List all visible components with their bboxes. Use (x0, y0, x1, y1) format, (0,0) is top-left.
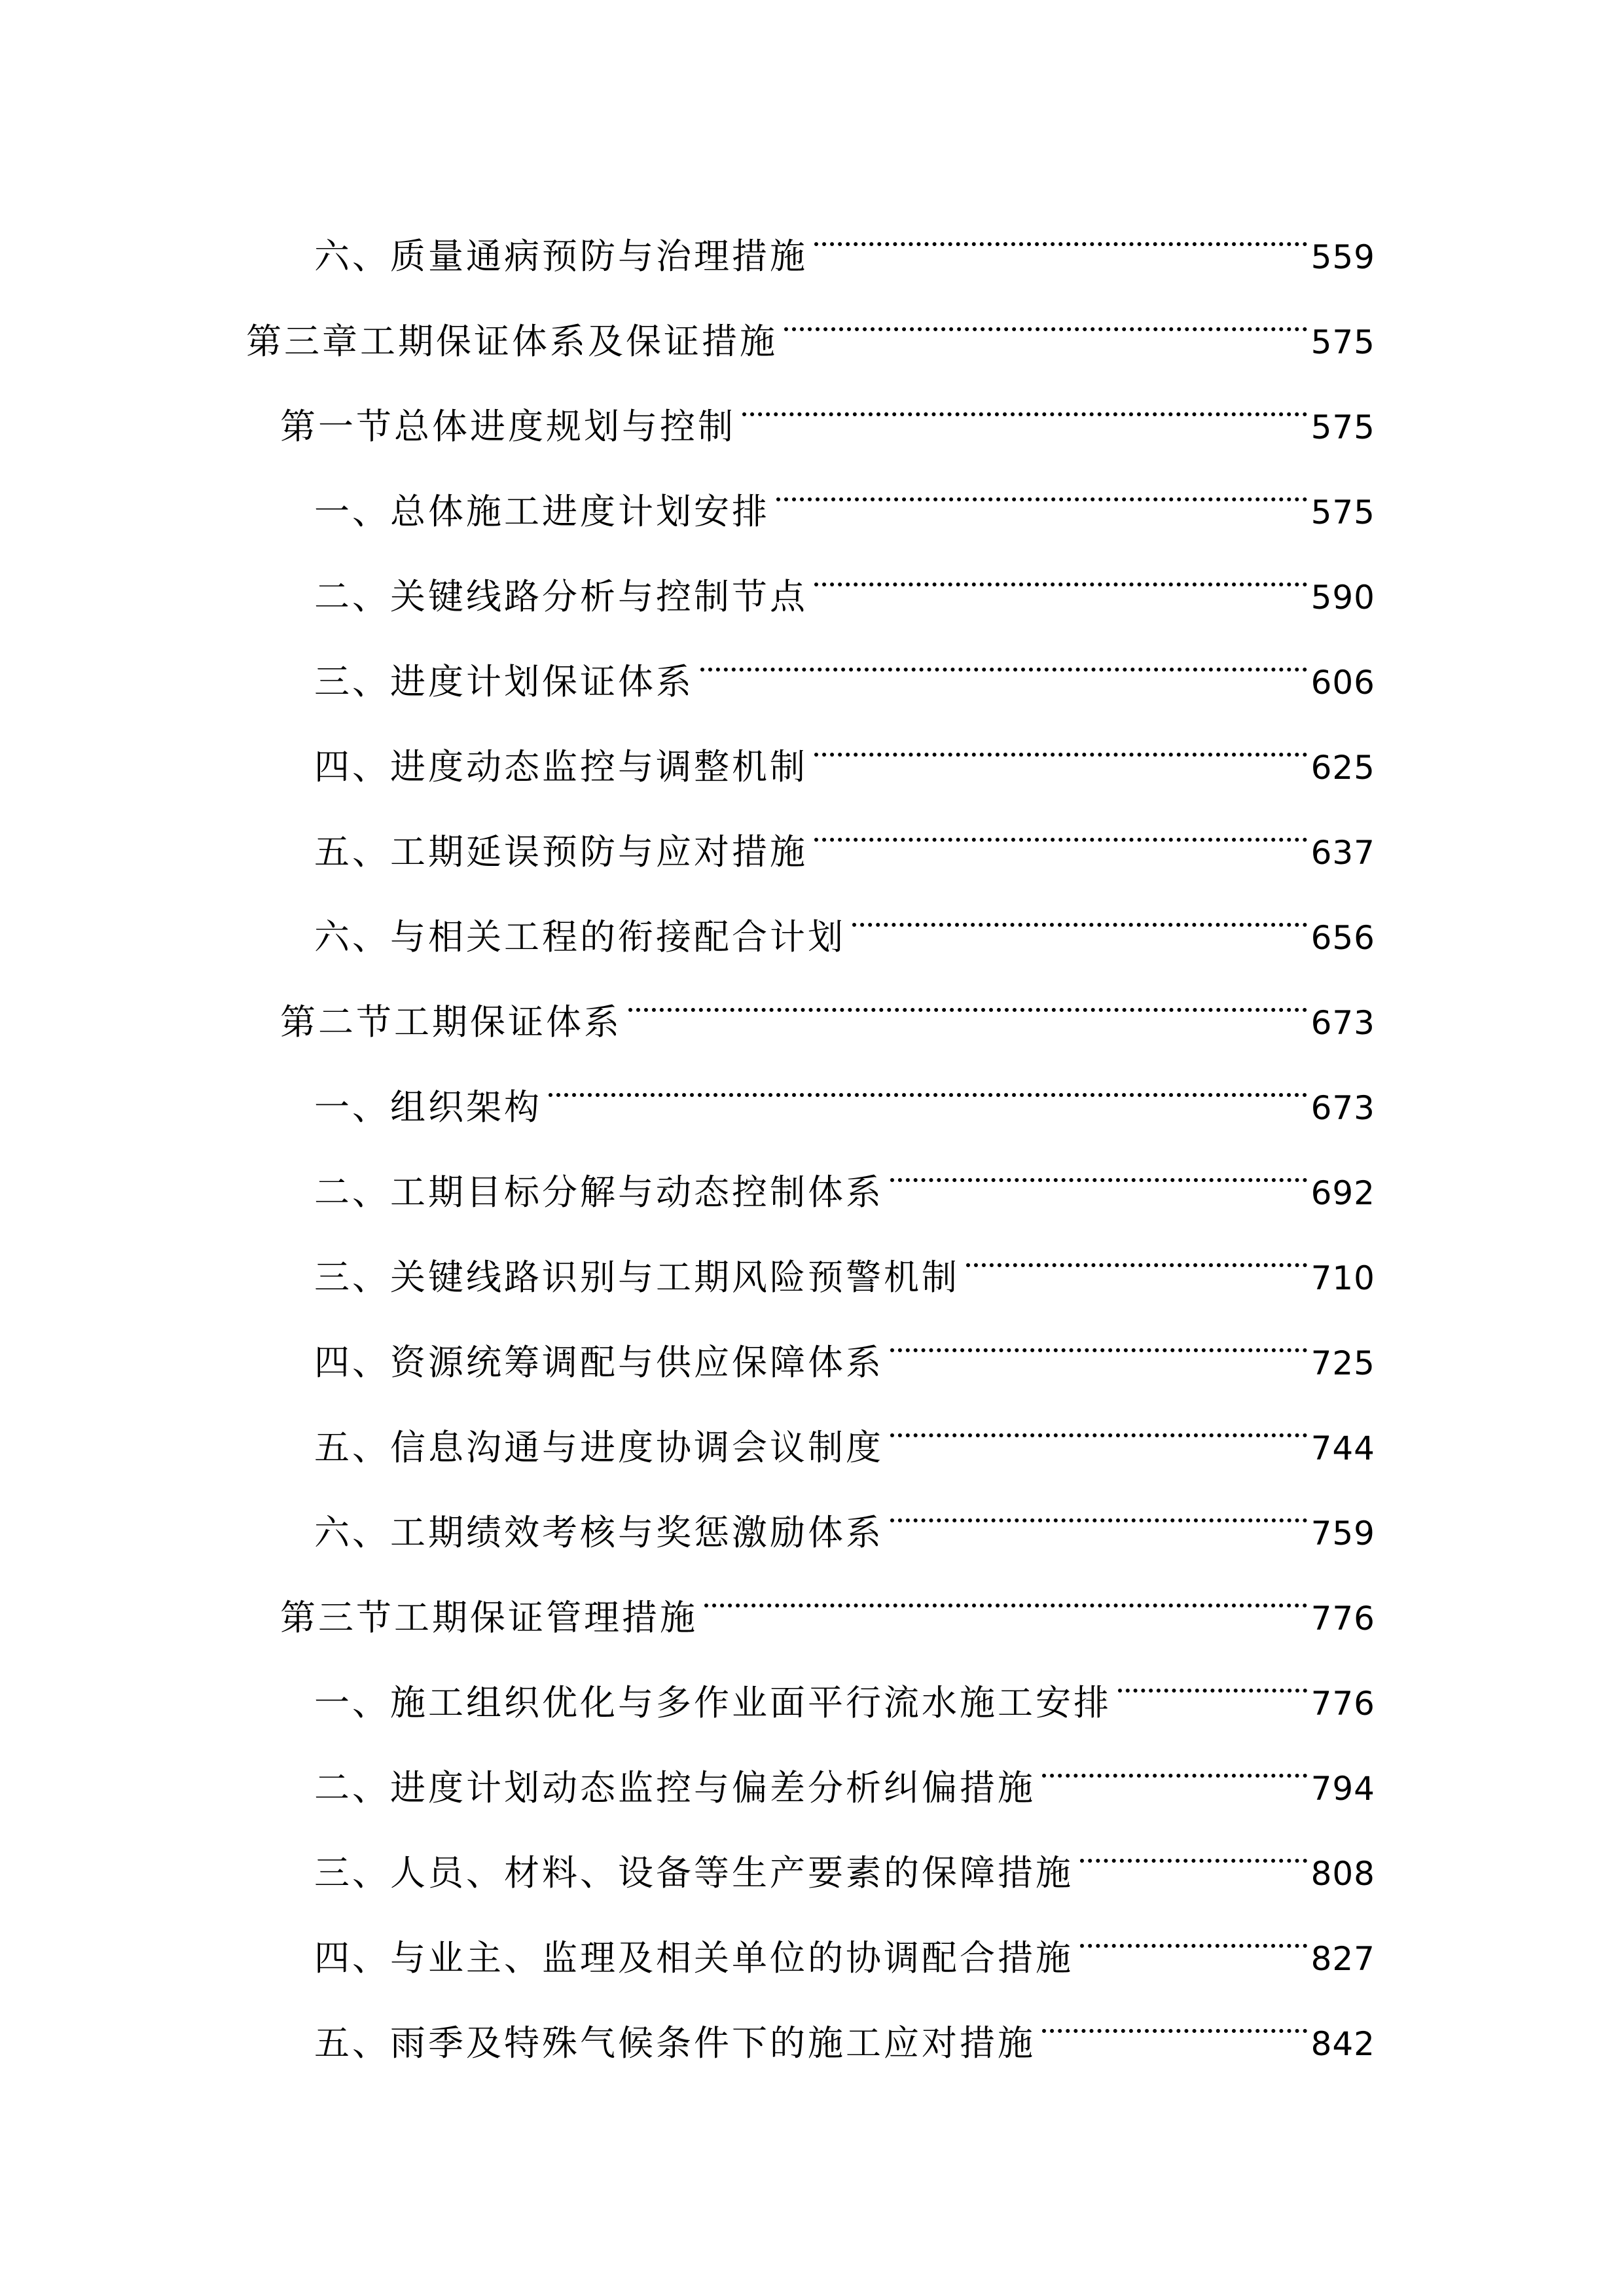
toc-entry-title: 三、关键线路识别与工期风险预警机制 (314, 1257, 960, 1298)
toc-dot-leader (814, 792, 1307, 864)
toc-entry-title: 二、工期目标分解与动态控制体系 (314, 1172, 884, 1213)
toc-entry-title: 第一节总体进度规划与控制 (280, 406, 736, 447)
toc-dot-leader (814, 196, 1307, 268)
toc-entry[interactable] (314, 1813, 1375, 1893)
toc-entry[interactable] (314, 622, 1375, 702)
toc-entry[interactable] (314, 1388, 1375, 1468)
toc-entry-page: 656 (1310, 919, 1375, 957)
toc-dot-leader (628, 962, 1307, 1034)
toc-entry-title: 第三章工期保证体系及保证措施 (246, 321, 778, 362)
toc-entry-page: 759 (1310, 1515, 1375, 1552)
toc-entry-page: 725 (1310, 1344, 1375, 1382)
toc-dot-leader (890, 1302, 1307, 1374)
toc-entry-page: 559 (1310, 238, 1375, 276)
toc-dot-leader (890, 1388, 1307, 1460)
toc-entry-title: 五、信息沟通与进度协调会议制度 (314, 1427, 884, 1468)
toc-entry-page: 575 (1310, 493, 1375, 531)
toc-dot-leader (784, 281, 1307, 353)
toc-entry-title: 第二节工期保证体系 (280, 1001, 622, 1043)
toc-entry[interactable] (314, 792, 1375, 872)
toc-entry-title: 第三节工期保证管理措施 (280, 1597, 698, 1638)
toc-entry-title: 六、工期绩效考核与奖惩激励体系 (314, 1512, 884, 1553)
toc-entry-page: 673 (1310, 1004, 1375, 1042)
toc-dot-leader (814, 537, 1307, 609)
toc-entry-title: 二、进度计划动态监控与偏差分析纠偏措施 (314, 1767, 1036, 1808)
toc-entry-page: 692 (1310, 1174, 1375, 1212)
toc-entry-page: 744 (1310, 1429, 1375, 1467)
toc-dot-leader (890, 1473, 1307, 1545)
toc-dot-leader (1042, 1983, 1307, 2055)
toc-dot-leader (742, 367, 1307, 439)
toc-entry-title: 四、进度动态监控与调整机制 (314, 746, 808, 787)
toc-entry[interactable] (280, 962, 1375, 1043)
toc-entry-page: 827 (1310, 1940, 1375, 1978)
toc-entry[interactable] (314, 196, 1375, 277)
toc-entry[interactable] (314, 1983, 1375, 2064)
toc-entry-title: 三、人员、材料、设备等生产要素的保障措施 (314, 1852, 1074, 1893)
toc-dot-leader (700, 622, 1307, 694)
toc-entry[interactable] (314, 1047, 1375, 1128)
toc-dot-leader (852, 877, 1307, 949)
toc-entry[interactable] (314, 1132, 1375, 1213)
toc-entry-page: 575 (1310, 408, 1375, 446)
toc-entry[interactable] (314, 1302, 1375, 1383)
toc-dot-leader (776, 452, 1307, 524)
toc-entry[interactable] (314, 707, 1375, 787)
toc-entry-page: 606 (1310, 664, 1375, 702)
toc-entry-page: 637 (1310, 834, 1375, 872)
toc-entry[interactable] (314, 537, 1375, 617)
toc-entry[interactable] (280, 1558, 1375, 1638)
toc-dot-leader (549, 1047, 1307, 1119)
toc-entry[interactable] (314, 1643, 1375, 1723)
toc-entry-title: 五、工期延误预防与应对措施 (314, 831, 808, 872)
toc-dot-leader (814, 707, 1307, 779)
toc-entry-page: 710 (1310, 1259, 1375, 1297)
toc-entry-title: 三、进度计划保证体系 (314, 661, 694, 702)
toc-dot-leader (890, 1132, 1307, 1204)
toc-entry-title: 四、资源统筹调配与供应保障体系 (314, 1342, 884, 1383)
toc-entry[interactable] (314, 1898, 1375, 1979)
toc-entry-page: 625 (1310, 749, 1375, 787)
toc-dot-leader (1042, 1728, 1307, 1800)
toc-entry-title: 一、施工组织优化与多作业面平行流水施工安排 (314, 1682, 1111, 1723)
toc-entry[interactable] (314, 1473, 1375, 1553)
toc-dot-leader (704, 1558, 1307, 1630)
toc-entry[interactable] (246, 281, 1375, 362)
toc-dot-leader (1080, 1898, 1307, 1970)
toc-entry-page: 590 (1310, 579, 1375, 617)
toc-entry-title: 一、组织架构 (314, 1086, 542, 1128)
toc-entry-title: 六、质量通病预防与治理措施 (314, 236, 808, 277)
toc-entry-page: 673 (1310, 1089, 1375, 1127)
toc-entry-title: 五、雨季及特殊气候条件下的施工应对措施 (314, 2022, 1036, 2064)
toc-entry[interactable] (314, 452, 1375, 532)
toc-entry[interactable] (314, 1728, 1375, 1808)
toc-entry-title: 二、关键线路分析与控制节点 (314, 576, 808, 617)
toc-entry-title: 一、总体施工进度计划安排 (314, 491, 770, 532)
toc-entry[interactable] (314, 1217, 1375, 1298)
toc-entry-page: 808 (1310, 1855, 1375, 1893)
toc-entry-page: 842 (1310, 2025, 1375, 2063)
toc-entry[interactable] (280, 367, 1375, 447)
toc-entry-title: 四、与业主、监理及相关单位的协调配合措施 (314, 1937, 1074, 1979)
toc-dot-leader (966, 1217, 1307, 1289)
toc-entry[interactable] (314, 877, 1375, 958)
toc-entry-page: 776 (1310, 1685, 1375, 1723)
toc-entry-title: 六、与相关工程的衔接配合计划 (314, 916, 846, 958)
toc-entry-page: 776 (1310, 1600, 1375, 1638)
toc-dot-leader (1118, 1643, 1307, 1715)
toc-entry-page: 794 (1310, 1770, 1375, 1808)
toc-dot-leader (1080, 1813, 1307, 1885)
toc-entry-page: 575 (1310, 323, 1375, 361)
